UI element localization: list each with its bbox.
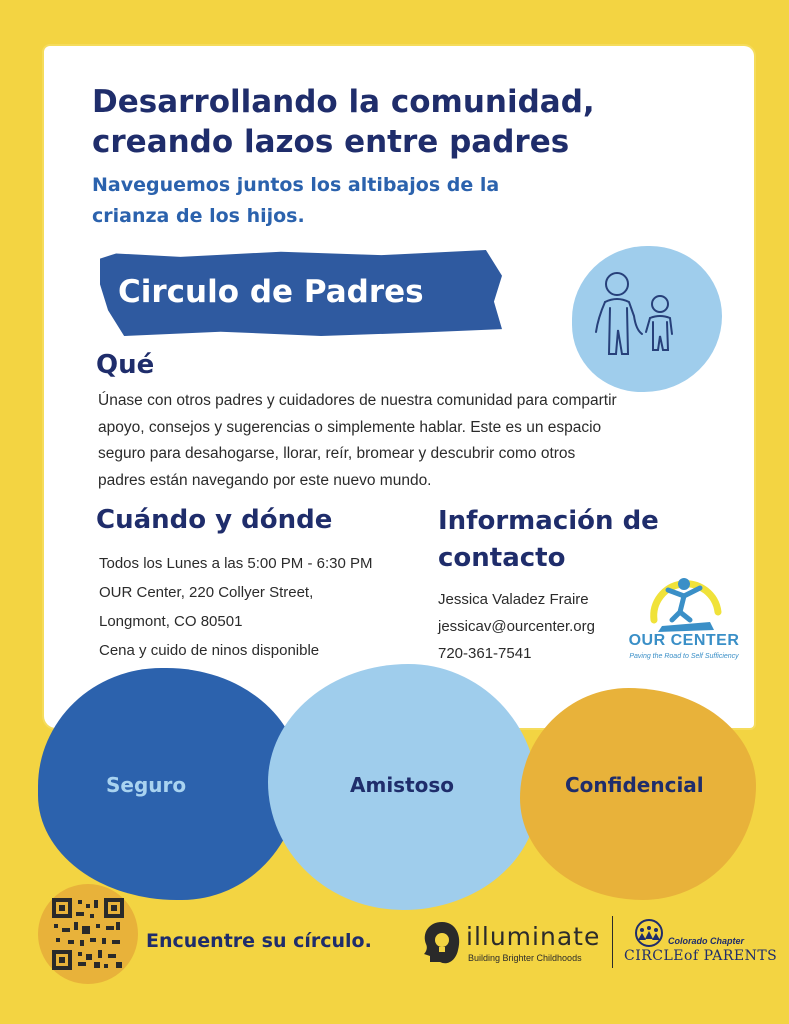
- when-address-2: Longmont, CO 80501: [99, 613, 243, 630]
- que-line: padres están navegando por este nuevo mundo.: [98, 471, 432, 489]
- que-heading: Qué: [96, 350, 155, 380]
- subtitle-line-2: crianza de los hijos.: [92, 205, 305, 227]
- when-address-1: OUR Center, 220 Collyer Street,: [99, 584, 314, 601]
- que-line: Únase con otros padres y cuidadores de nuestra comunidad para compartir: [98, 392, 617, 409]
- page-subtitle: [92, 170, 612, 232]
- title-line-1: Desarrollando la comunidad,: [92, 84, 595, 120]
- logo-divider: [612, 916, 613, 968]
- illuminate-tagline: Building Brighter Childhoods: [468, 953, 582, 963]
- when-heading: Cuándo y dónde: [96, 505, 333, 535]
- value-confidencial: Confidencial: [565, 773, 704, 797]
- family-circle: [572, 246, 722, 392]
- find-your-circle: Encuentre su círculo.: [146, 930, 372, 952]
- parent-child-icon: [572, 246, 722, 392]
- when-time: Todos los Lunes a las 5:00 PM - 6:30 PM: [99, 555, 373, 572]
- subtitle-line-1: Naveguemos juntos los altibajos de la: [92, 174, 500, 196]
- value-amistoso: Amistoso: [350, 773, 455, 797]
- when-details: [99, 549, 372, 665]
- contact-email[interactable]: jessicav@ourcenter.org: [438, 618, 595, 635]
- qr-code-icon: [52, 898, 124, 970]
- cop-name: CIRCLEof PARENTS: [624, 948, 778, 964]
- our-center-logo: [618, 560, 750, 672]
- illuminate-head-icon: [420, 920, 462, 968]
- value-seguro: Seguro: [106, 773, 187, 797]
- when-note: Cena y cuido de ninos disponible: [99, 642, 320, 659]
- illuminate-name: illuminate: [466, 922, 601, 951]
- banner-label: Circulo de Padres: [118, 274, 424, 310]
- our-center-name: OUR CENTER: [628, 632, 740, 649]
- our-center-logo-icon: [618, 560, 750, 634]
- cop-chapter: Colorado Chapter: [668, 936, 745, 946]
- contact-heading-line-1: Información de: [438, 506, 659, 536]
- qr-code[interactable]: [38, 884, 138, 984]
- contact-phone[interactable]: 720-361-7541: [438, 645, 532, 662]
- contact-details: [438, 586, 595, 667]
- title-line-2: creando lazos entre padres: [92, 124, 570, 160]
- our-center-tagline: Paving the Road to Self Sufficiency: [629, 653, 739, 660]
- contact-heading-line-2: contacto: [438, 543, 566, 573]
- contact-name: Jessica Valadez Fraire: [438, 591, 589, 608]
- que-line: seguro para desahogarse, llorar, reír, bromear y descubrir como otros: [98, 445, 576, 462]
- page-title: [92, 82, 692, 162]
- circle-of-parents-icon: [632, 918, 666, 948]
- que-body: [98, 388, 738, 494]
- que-line: apoyo, consejos y sugerencias o simplemente hablar. Este es un espacio: [98, 418, 602, 436]
